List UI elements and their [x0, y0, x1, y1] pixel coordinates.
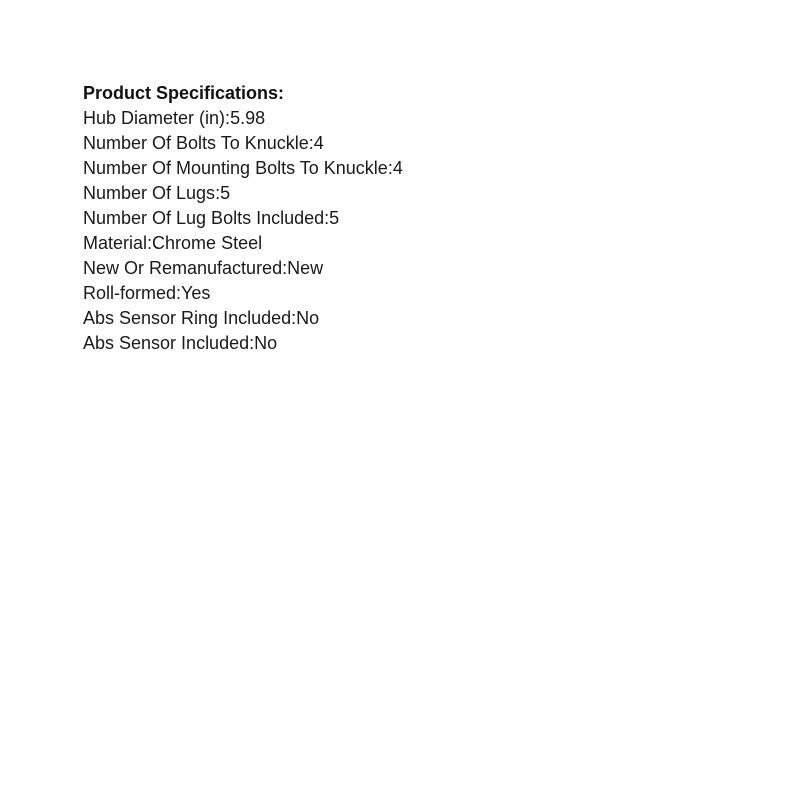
spec-label: Abs Sensor Included — [83, 333, 250, 353]
spec-separator: : — [308, 133, 314, 153]
spec-label: Abs Sensor Ring Included — [83, 308, 292, 328]
spec-label: Number Of Lugs — [83, 183, 216, 203]
spec-row — [83, 156, 403, 181]
spec-separator: : — [225, 108, 231, 128]
spec-value: 5.98 — [230, 108, 266, 128]
spec-row — [83, 256, 403, 281]
spec-label: Material — [83, 233, 148, 253]
spec-label: Number Of Mounting Bolts To Knuckle — [83, 158, 388, 178]
spec-value: 4 — [392, 158, 403, 178]
spec-separator: : — [249, 333, 255, 353]
spec-row — [83, 281, 403, 306]
spec-row — [83, 181, 403, 206]
spec-separator: : — [291, 308, 297, 328]
spec-row — [83, 331, 403, 356]
spec-row — [83, 131, 403, 156]
spec-row — [83, 306, 403, 331]
spec-separator: : — [147, 233, 153, 253]
spec-value: No — [296, 308, 320, 328]
spec-value: New — [287, 258, 324, 278]
spec-label: Number Of Lug Bolts Included — [83, 208, 325, 228]
spec-row — [83, 231, 403, 256]
product-specifications-section — [83, 81, 403, 356]
spec-value: Chrome Steel — [152, 233, 263, 253]
spec-label: Roll-formed — [83, 283, 177, 303]
spec-value: Yes — [181, 283, 211, 303]
spec-separator: : — [215, 183, 221, 203]
spec-row — [83, 106, 403, 131]
spec-row — [83, 206, 403, 231]
spec-label: Hub Diameter (in) — [83, 108, 226, 128]
spec-value: 5 — [220, 183, 231, 203]
spec-list — [83, 106, 403, 356]
spec-value: 5 — [329, 208, 340, 228]
spec-separator: : — [387, 158, 393, 178]
spec-separator: : — [324, 208, 330, 228]
spec-separator: : — [176, 283, 182, 303]
section-title: Product Specifications: — [83, 83, 285, 103]
spec-label: Number Of Bolts To Knuckle — [83, 133, 309, 153]
spec-value: 4 — [313, 133, 324, 153]
spec-separator: : — [282, 258, 288, 278]
spec-value: No — [254, 333, 278, 353]
spec-label: New Or Remanufactured — [83, 258, 283, 278]
